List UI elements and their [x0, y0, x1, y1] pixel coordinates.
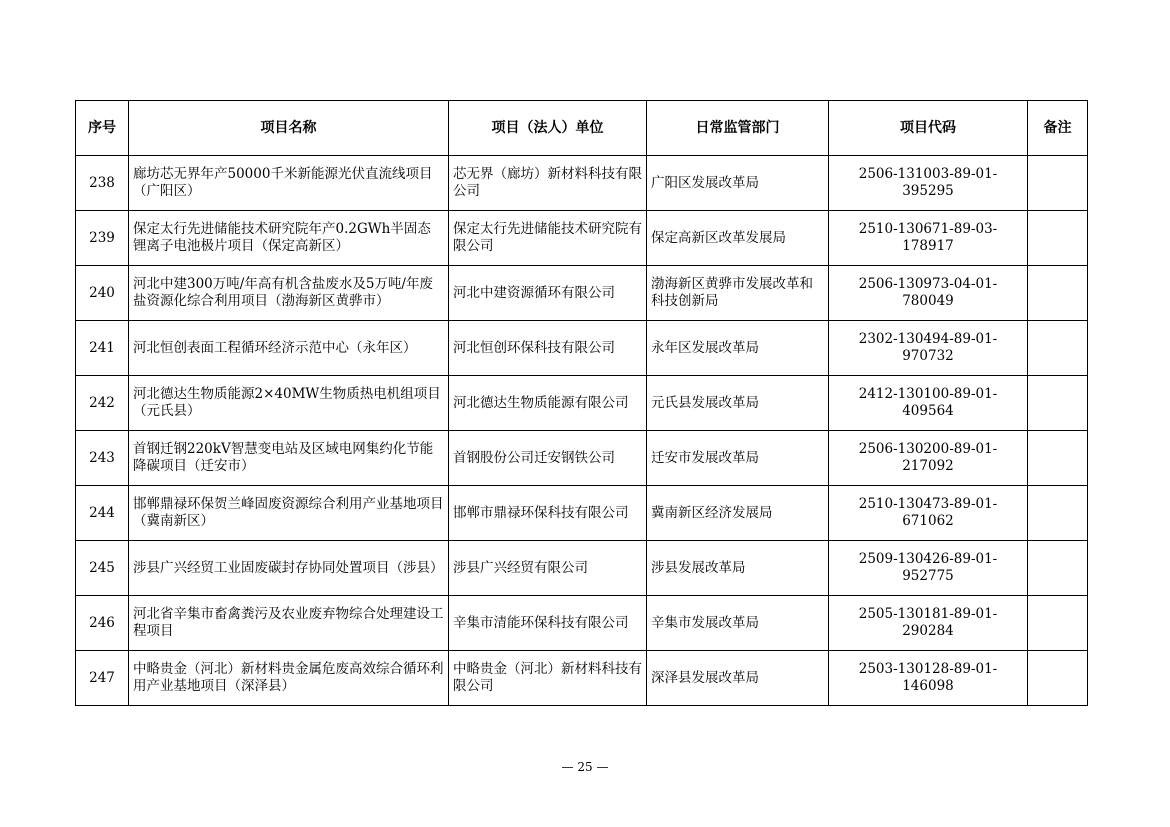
page-number: — 25 —: [561, 760, 609, 774]
table-row: [76, 431, 1088, 486]
cell-num: 240: [76, 266, 129, 321]
cell-num: 243: [76, 431, 129, 486]
cell-project-code: 2302-130494-89-01-970732: [829, 321, 1028, 376]
cell-num: 238: [76, 156, 129, 211]
cell-supervising-dept: 涉县发展改革局: [647, 541, 829, 596]
table-row: [76, 651, 1088, 706]
cell-note: [1028, 376, 1088, 431]
cell-legal-unit: 河北恒创环保科技有限公司: [449, 321, 647, 376]
cell-num: 241: [76, 321, 129, 376]
cell-project-name: 保定太行先进储能技术研究院年产0.2GWh半固态锂离子电池极片项目（保定高新区）: [129, 211, 449, 266]
cell-project-name: 邯郸鼎禄环保贺兰峰固废资源综合利用产业基地项目（冀南新区）: [129, 486, 449, 541]
header-name: 项目名称: [129, 101, 449, 156]
cell-legal-unit: 保定太行先进储能技术研究院有限公司: [449, 211, 647, 266]
cell-note: [1028, 596, 1088, 651]
table-row: [76, 541, 1088, 596]
cell-project-code: 2412-130100-89-01-409564: [829, 376, 1028, 431]
cell-project-code: 2506-130973-04-01-780049: [829, 266, 1028, 321]
cell-project-name: 河北恒创表面工程循环经济示范中心（永年区）: [129, 321, 449, 376]
cell-legal-unit: 首钢股份公司迁安钢铁公司: [449, 431, 647, 486]
cell-project-name: 河北德达生物质能源2×40MW生物质热电机组项目（元氏县）: [129, 376, 449, 431]
cell-project-code: 2510-130671-89-03-178917: [829, 211, 1028, 266]
cell-project-name: 廊坊芯无界年产50000千米新能源光伏直流线项目（广阳区）: [129, 156, 449, 211]
table-header-row: [76, 101, 1088, 156]
cell-legal-unit: 河北中建资源循环有限公司: [449, 266, 647, 321]
cell-legal-unit: 涉县广兴经贸有限公司: [449, 541, 647, 596]
cell-num: 247: [76, 651, 129, 706]
cell-project-code: 2509-130426-89-01-952775: [829, 541, 1028, 596]
cell-project-name: 河北省辛集市畜禽粪污及农业废弃物综合处理建设工程项目: [129, 596, 449, 651]
cell-note: [1028, 156, 1088, 211]
cell-supervising-dept: 永年区发展改革局: [647, 321, 829, 376]
cell-note: [1028, 541, 1088, 596]
cell-project-name: 涉县广兴经贸工业固废碳封存协同处置项目（涉县）: [129, 541, 449, 596]
cell-legal-unit: 河北德达生物质能源有限公司: [449, 376, 647, 431]
header-dept: 日常监管部门: [647, 101, 829, 156]
cell-num: 242: [76, 376, 129, 431]
cell-legal-unit: 中略贵金（河北）新材料科技有限公司: [449, 651, 647, 706]
cell-legal-unit: 邯郸市鼎禄环保科技有限公司: [449, 486, 647, 541]
cell-supervising-dept: 辛集市发展改革局: [647, 596, 829, 651]
cell-project-name: 河北中建300万吨/年高有机含盐废水及5万吨/年废盐资源化综合利用项目（渤海新区黄骅市）: [129, 266, 449, 321]
cell-note: [1028, 211, 1088, 266]
table-row: [76, 376, 1088, 431]
cell-num: 244: [76, 486, 129, 541]
header-num: 序号: [76, 101, 129, 156]
cell-legal-unit: 辛集市清能环保科技有限公司: [449, 596, 647, 651]
table-row: [76, 211, 1088, 266]
cell-project-name: 中略贵金（河北）新材料贵金属危废高效综合循环利用产业基地项目（深泽县）: [129, 651, 449, 706]
cell-project-code: 2503-130128-89-01-146098: [829, 651, 1028, 706]
cell-supervising-dept: 渤海新区黄骅市发展改革和科技创新局: [647, 266, 829, 321]
cell-project-name: 首钢迁钢220kV智慧变电站及区域电网集约化节能降碳项目（迁安市）: [129, 431, 449, 486]
cell-note: [1028, 431, 1088, 486]
cell-note: [1028, 321, 1088, 376]
project-table: [75, 100, 1088, 706]
cell-num: 246: [76, 596, 129, 651]
cell-note: [1028, 486, 1088, 541]
cell-project-code: 2505-130181-89-01-290284: [829, 596, 1028, 651]
cell-supervising-dept: 保定高新区改革发展局: [647, 211, 829, 266]
cell-supervising-dept: 元氏县发展改革局: [647, 376, 829, 431]
cell-supervising-dept: 广阳区发展改革局: [647, 156, 829, 211]
table-row: [76, 596, 1088, 651]
cell-num: 245: [76, 541, 129, 596]
table-row: [76, 486, 1088, 541]
cell-num: 239: [76, 211, 129, 266]
cell-project-code: 2506-130200-89-01-217092: [829, 431, 1028, 486]
header-unit: 项目（法人）单位: [449, 101, 647, 156]
cell-legal-unit: 芯无界（廊坊）新材料科技有限公司: [449, 156, 647, 211]
cell-project-code: 2510-130473-89-01-671062: [829, 486, 1028, 541]
cell-note: [1028, 651, 1088, 706]
table-row: [76, 266, 1088, 321]
cell-supervising-dept: 冀南新区经济发展局: [647, 486, 829, 541]
table-row: [76, 156, 1088, 211]
cell-supervising-dept: 迁安市发展改革局: [647, 431, 829, 486]
cell-supervising-dept: 深泽县发展改革局: [647, 651, 829, 706]
cell-note: [1028, 266, 1088, 321]
header-note: 备注: [1028, 101, 1088, 156]
cell-project-code: 2506-131003-89-01-395295: [829, 156, 1028, 211]
header-code: 项目代码: [829, 101, 1028, 156]
table-row: [76, 321, 1088, 376]
